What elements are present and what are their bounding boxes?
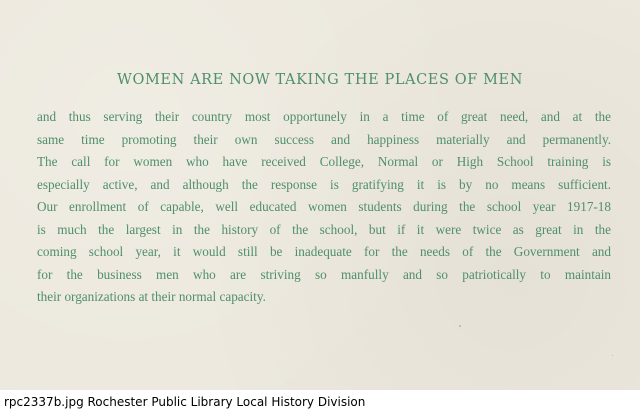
document-heading: WOMEN ARE NOW TAKING THE PLACES OF MEN xyxy=(116,72,524,88)
body-line-7: coming school year, it would still be inadequate for the needs of the Government and xyxy=(37,244,611,259)
body-line-3: The call for women who have received College, Normal or High School training is xyxy=(37,154,611,169)
paper-speck xyxy=(459,325,461,327)
body-line-9: their organizations at their normal capacity. xyxy=(37,289,266,304)
body-line-4: especially active, and although the response is gratifying it is by no means sufficient. xyxy=(37,176,611,192)
body-line-6: is much the largest in the history of the school, but if it were twice as great in the xyxy=(37,221,611,237)
body-line-5: Our enrollment of capable, well educated women students during the school year 1917-18 xyxy=(37,199,611,214)
document-body xyxy=(37,106,611,309)
image-caption: rpc2337b.jpg Rochester Public Library Local History Division xyxy=(4,395,366,409)
body-line-2: same time promoting their own success and happiness materially and permanently. xyxy=(37,131,611,147)
paper-speck xyxy=(612,355,613,356)
body-line-1: and thus serving their country most opportunely in a time of great need, and at the xyxy=(37,109,611,124)
body-line-8: for the business men who are striving so manfully and so patriotically to maintain xyxy=(37,266,611,282)
